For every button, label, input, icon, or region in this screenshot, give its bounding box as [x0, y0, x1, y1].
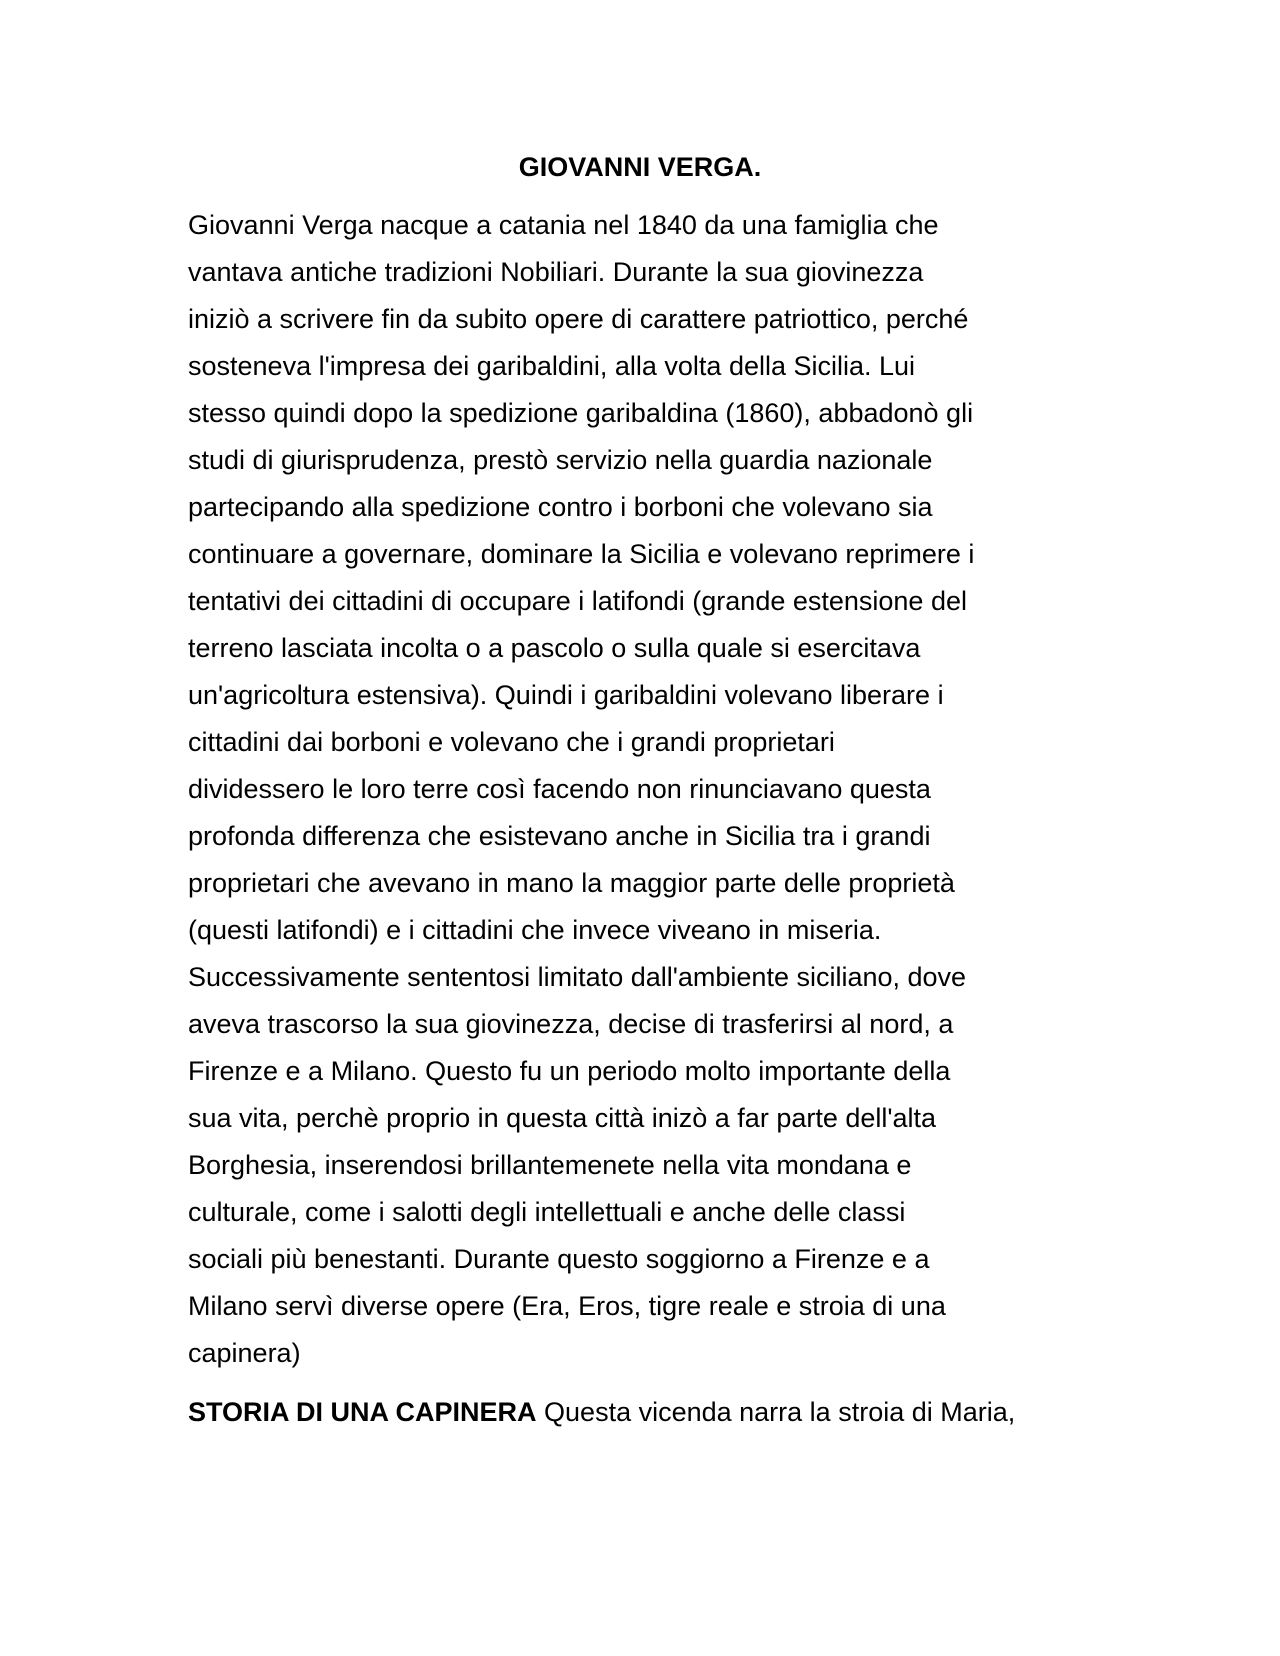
text-line: vantava antiche tradizioni Nobiliari. Durante la sua giovinezza [188, 257, 924, 287]
text-line: profonda differenza che esistevano anche in Sicilia tra i grandi [188, 821, 931, 851]
text-line: capinera) [188, 1338, 301, 1368]
text-line: sociali più benestanti. Durante questo soggiorno a Firenze e a [188, 1244, 930, 1274]
section-text: Questa vicenda narra la stroia di Maria, [536, 1397, 1016, 1427]
text-line: stesso quindi dopo la spedizione garibaldina (1860), abbadonò gli [188, 398, 974, 428]
text-line: terreno lasciata incolta o a pascolo o sulla quale si esercitava [188, 633, 921, 663]
text-line: Giovanni Verga nacque a catania nel 1840 da una famiglia che [188, 210, 939, 240]
text-line: culturale, come i salotti degli intellettuali e anche delle classi [188, 1197, 906, 1227]
document-page [188, 150, 1092, 1436]
text-line: partecipando alla spedizione contro i borboni che volevano sia [188, 492, 933, 522]
text-line: tentativi dei cittadini di occupare i latifondi (grande estensione del [188, 586, 967, 616]
text-line: sua vita, perchè proprio in questa città inizò a far parte dell'alta [188, 1103, 937, 1133]
document-title: GIOVANNI VERGA. [518, 152, 762, 182]
text-line: aveva trascorso la sua giovinezza, decise di trasferirsi al nord, a [188, 1009, 954, 1039]
text-line: sosteneva l'impresa dei garibaldini, alla volta della Sicilia. Lui [188, 351, 916, 381]
text-line: Firenze e a Milano. Questo fu un periodo molto importante della [188, 1056, 951, 1086]
text-line: un'agricoltura estensiva). Quindi i garibaldini volevano liberare i [188, 680, 944, 710]
text-line: Borghesia, inserendosi brillantemenete nella vita mondana e [188, 1150, 912, 1180]
paragraph-biography [188, 202, 1092, 1377]
text-line: iniziò a scrivere fin da subito opere di carattere patriottico, perché [188, 304, 969, 334]
text-line: studi di giurisprudenza, prestò servizio nella guardia nazionale [188, 445, 933, 475]
text-line [188, 1389, 1092, 1436]
text-line: continuare a governare, dominare la Sicilia e volevano reprimere i [188, 539, 975, 569]
paragraph-storia [188, 1389, 1092, 1436]
section-heading: STORIA DI UNA CAPINERA [188, 1397, 537, 1427]
text-line: dividessero le loro terre così facendo non rinunciavano questa [188, 774, 931, 804]
text-line: Successivamente sententosi limitato dall'ambiente siciliano, dove [188, 962, 967, 992]
text-line: (questi latifondi) e i cittadini che invece viveano in miseria. [188, 915, 882, 945]
text-line: Milano servì diverse opere (Era, Eros, tigre reale e stroia di una [188, 1291, 946, 1321]
text-line: proprietari che avevano in mano la maggior parte delle proprietà [188, 868, 955, 898]
text-line: cittadini dai borboni e volevano che i grandi proprietari [188, 727, 835, 757]
